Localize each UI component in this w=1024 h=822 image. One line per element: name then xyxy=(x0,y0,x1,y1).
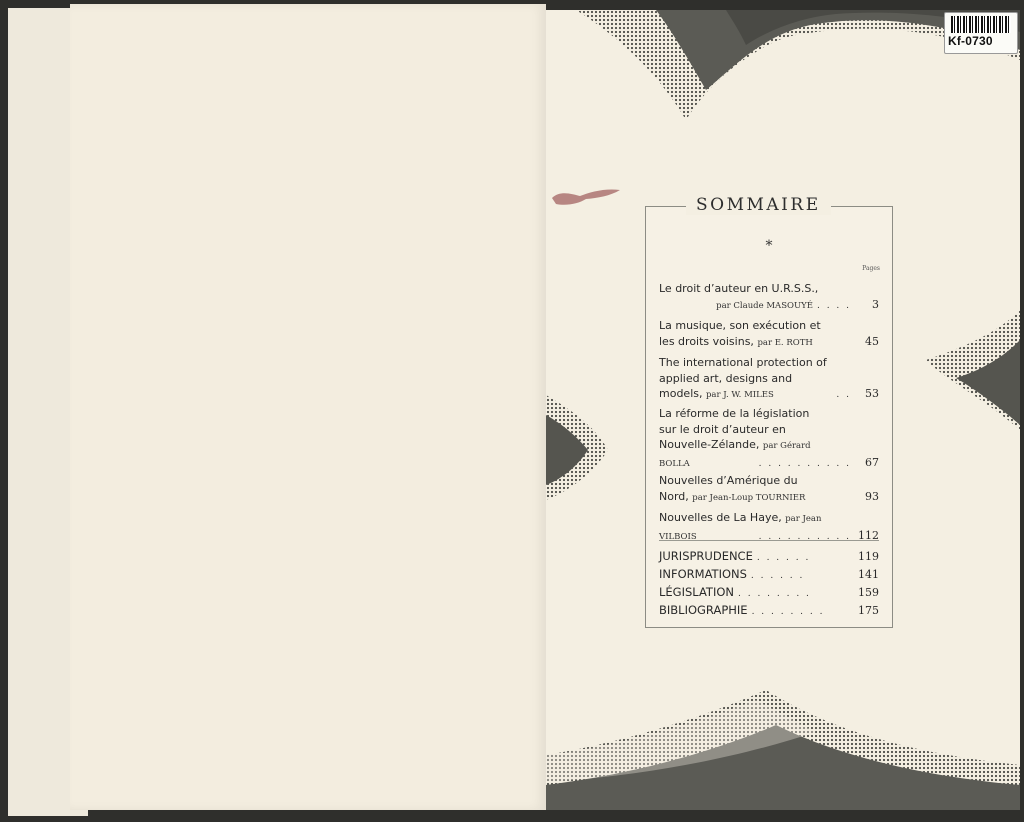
entry-title: The international protection of xyxy=(659,356,827,369)
entry-title-cont: Nord, xyxy=(659,489,689,503)
toc-section xyxy=(659,549,879,563)
left-blank-page xyxy=(70,4,546,810)
toc-entry xyxy=(659,355,879,404)
pages-label: Pages xyxy=(862,265,880,272)
entry-author: par E. ROTH xyxy=(757,337,813,348)
toc-section xyxy=(659,585,879,599)
toc-entry xyxy=(659,281,879,314)
page-number: 45 xyxy=(865,334,879,348)
entry-title: Le droit d’auteur en U.R.S.S., xyxy=(659,282,819,295)
entry-title: Nouvelles de La Haye, xyxy=(659,511,782,524)
toc-entry xyxy=(659,406,879,472)
leader-dots: . . . . . . . . . . xyxy=(758,531,851,542)
entry-author: par J. W. MILES xyxy=(705,390,774,400)
section-label: INFORMATIONS xyxy=(659,567,747,581)
divider xyxy=(659,540,879,541)
page-number: 112 xyxy=(858,528,879,542)
section-label: BIBLIOGRAPHIE xyxy=(659,603,748,617)
leader-dots: . . xyxy=(836,390,851,400)
entry-title: La musique, son exécution et xyxy=(659,319,821,332)
toc-entry xyxy=(659,473,879,506)
leader-dots: . . . . . . . . xyxy=(751,607,825,617)
entry-author: par Gérard xyxy=(762,441,811,451)
page-number: 93 xyxy=(865,489,879,503)
toc-section xyxy=(659,603,879,617)
entry-author-cont: VILBOIS xyxy=(659,531,697,542)
section-label: LÉGISLATION xyxy=(659,585,734,599)
entry-title-cont: Nouvelle-Zélande, xyxy=(659,438,760,451)
label-code: Kf-0730 xyxy=(948,34,993,48)
page-number: 159 xyxy=(858,586,879,599)
leader-dots: . . . . . . xyxy=(750,571,805,581)
entry-title: Nouvelles d’Amérique du xyxy=(659,474,798,487)
page-number: 175 xyxy=(858,604,879,617)
entry-title: La réforme de la législation xyxy=(659,407,810,420)
entry-author: par Claude MASOUYÉ xyxy=(716,300,813,311)
entry-title-cont: les droits voisins, xyxy=(659,334,754,348)
toc-title: SOMMAIRE xyxy=(686,195,831,215)
page-number: 119 xyxy=(858,550,879,563)
toc-asterisk: * xyxy=(765,238,773,254)
page-number: 53 xyxy=(865,387,879,400)
entry-author: par Jean-Loup TOURNIER xyxy=(692,492,806,503)
right-page xyxy=(546,10,1020,810)
entry-title-cont: models, xyxy=(659,387,703,400)
leader-dots: . . . . . . xyxy=(756,553,811,563)
library-label xyxy=(944,12,1018,54)
ink-stain xyxy=(550,184,630,208)
page-number: 141 xyxy=(858,568,879,581)
leader-dots: . . . . xyxy=(816,300,851,311)
toc-entry xyxy=(659,318,879,351)
section-label: JURISPRUDENCE xyxy=(659,549,753,563)
entry-title-cont: sur le droit d’auteur en xyxy=(659,422,786,436)
entry-author: par Jean xyxy=(785,514,822,524)
entry-title-cont: applied art, designs and xyxy=(659,371,793,385)
barcode xyxy=(951,16,1011,33)
page-number: 3 xyxy=(872,297,879,311)
leader-dots: . . . . . . . . . . xyxy=(758,458,851,469)
table-of-contents xyxy=(645,195,893,628)
page-number: 67 xyxy=(865,455,879,469)
toc-section xyxy=(659,567,879,581)
entry-author-cont: BOLLA xyxy=(659,458,690,469)
leader-dots: . . . . . . . . xyxy=(738,589,811,599)
